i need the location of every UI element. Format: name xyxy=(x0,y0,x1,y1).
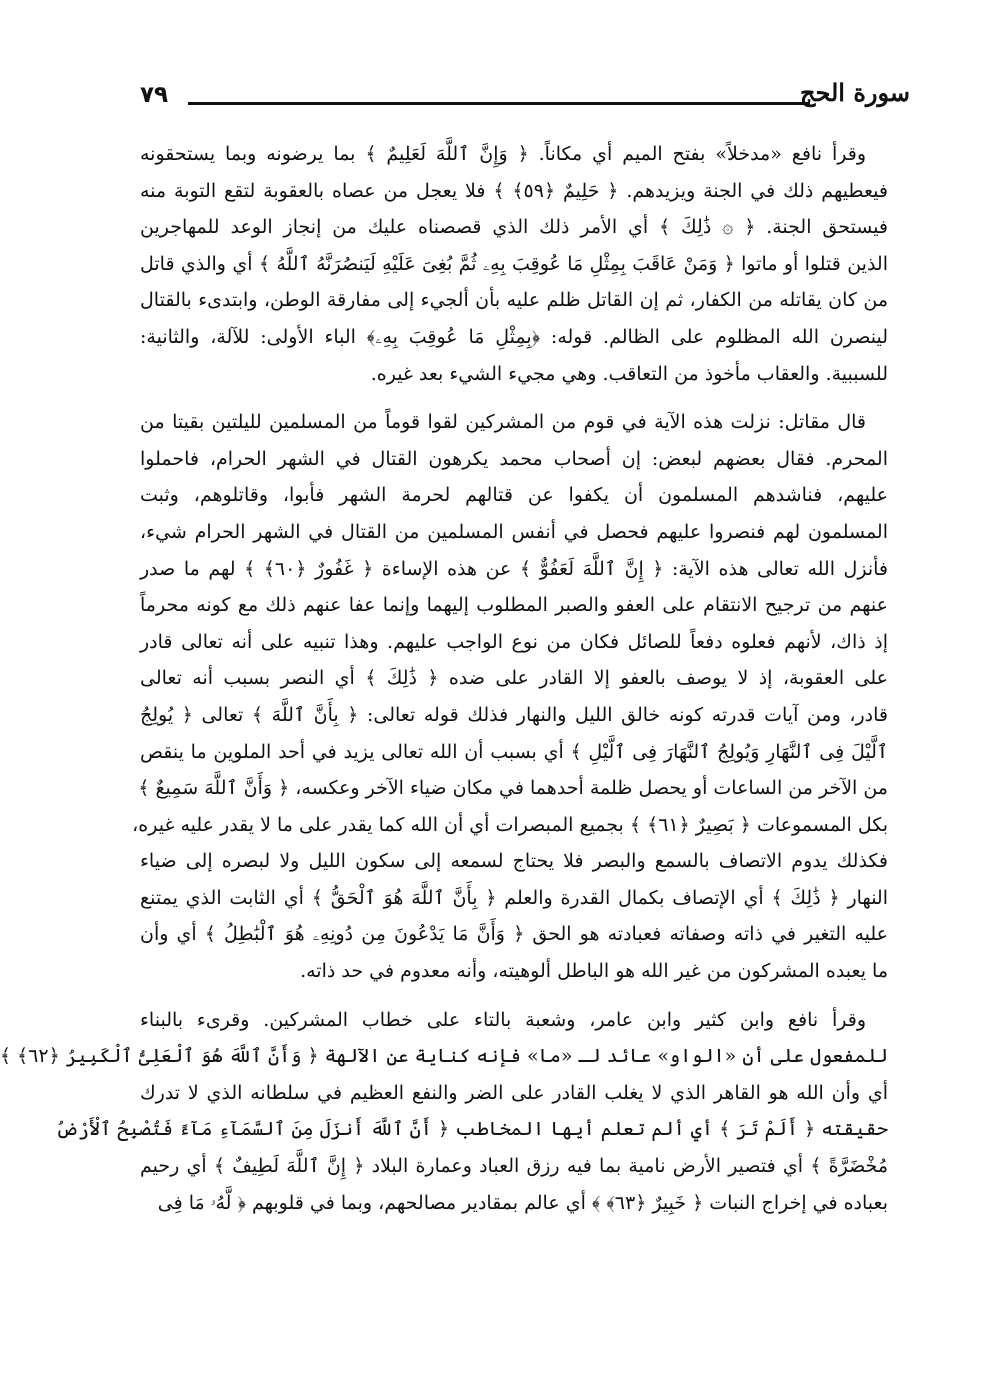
text-line: فيستحق الجنة. ﴿ ۞ ذَٰلِكَ ﴾ أي الأمر ذلك الذي قصصناه عليك من إنجاز الوعد للمهاجرين xyxy=(140,216,888,239)
text-line: قادر، ومن آيات قدرته كونه خالق الليل والنهار فذلك قوله تعالى: ﴿ بِأَنَّ ٱللَّهَ ﴾ تعالى ﴿ يُولِجُ xyxy=(140,703,888,726)
header-rule xyxy=(188,102,810,105)
surah-title: سورة الحج xyxy=(800,78,910,107)
text-line: بعباده في إخراج النبات ﴿ خَبِيرٌ ﴿٦٣﴾ ﴾ أي عالم بمقادير مصالحهم، وبما في قلوبهم ﴿ لَّهُۥ مَا فِى xyxy=(157,1191,888,1214)
text-line: للمفعول على أن «الواو» عائد لـ «ما» فإنه كناية عن الآلهة ﴿ وَأَنَّ ٱللَّهَ هُوَ ٱلْعَلِىُّ ٱلْكَبِيرُ ﴿٦٢﴾ ﴾ xyxy=(0,1045,888,1068)
paragraph xyxy=(132,404,910,990)
text-line: على العقوبة، إذ لا يوصف بالعفو إلا القادر على ضده ﴿ ذَٰلِكَ ﴾ أي النصر بسبب أنه تعالى xyxy=(140,667,888,690)
text-line: المسلمون لهم فنصروا عليهم فحصل في أنفس المسلمين من القتال في الشهر الحرام شيء، xyxy=(140,520,888,543)
text-line: وقرأ نافع وابن كثير وابن عامر، وشعبة بالتاء على خطاب المشركين. وقرىء بالبناء xyxy=(140,1008,866,1031)
page-body xyxy=(0,136,910,1221)
text-line: حقيقته ﴿ أَلَمْ تَرَ ﴾ أي ألم تعلم أيها المخاطب ﴿ أَنَّ ٱللَّهَ أَنزَلَ مِنَ ٱلسَّمَآءِ مَآءً فَتُصْبِحُ ٱلْأَرْضُ xyxy=(55,1118,888,1141)
text-line: ٱلَّيْلَ فِى ٱلنَّهَارِ وَيُولِجُ ٱلنَّهَارَ فِى ٱلَّيْلِ ﴾ أي بسبب أن الله تعالى يزيد في أحد الملوين ما ينقص xyxy=(140,740,888,763)
paragraph xyxy=(140,136,910,392)
text-line: عنهم من ترجيح الانتقام على العفو والصبر المطلوب إليهما وإنما عفا عنهم ذلك مع كونه محرماً xyxy=(140,594,888,617)
text-line: الذين قتلوا أو ماتوا ﴿ وَمَنْ عَاقَبَ بِمِثْلِ مَا عُوقِبَ بِهِۦ ثُمَّ بُغِىَ عَلَيْهِ لَيَنصُرَنَّهُ ٱللَّهُ ﴾ أي والذي قاتل xyxy=(140,252,888,275)
page-header xyxy=(140,78,910,118)
text-line: فيعطيهم ذلك في الجنة ويزيدهم. ﴿ حَلِيمٌ ﴿٥٩﴾ ﴾ فلا يعجل من عصاه بالعقوبة لتقع التوبة منه xyxy=(140,179,889,202)
page-number: ٧٩ xyxy=(140,82,169,108)
text-line: فأنزل الله تعالى هذه الآية: ﴿ إِنَّ ٱللَّهَ لَعَفُوٌّ ﴾ عن هذه الإساءة ﴿ غَفُورٌ ﴿٦٠﴾ ﴾ لهم ما صدر xyxy=(140,557,888,580)
text-line: بكل المسموعات ﴿ بَصِيرٌ ﴿٦١﴾ ﴾ بجميع المبصرات أي أن الله كما يقدر على ما لا يقدر عليه غيره، xyxy=(132,813,888,836)
paragraph xyxy=(0,1002,910,1222)
text-line: المحرم. فقال بعضهم لبعض: إن أصحاب محمد يكرهون القتال في الشهر الحرام، فاحملوا xyxy=(140,447,888,470)
text-line: أي وأن الله هو القاهر الذي لا يغلب القادر على الضر والنفع العظيم في سلطانه الذي لا تدرك xyxy=(140,1081,888,1104)
text-line: مُخْضَرَّةً ﴾ أي فتصير الأرض نامية بما فيه رزق العباد وعمارة البلاد ﴿ إِنَّ ٱللَّهَ لَطِيفٌ ﴾ أي رحيم xyxy=(140,1155,888,1178)
text-line: فكذلك يدوم الاتصاف بالسمع والبصر فلا يحتاج لسمعه إلى سكون الليل ولا لبصره إلى ضياء xyxy=(140,850,888,873)
text-line: النهار ﴿ ذَٰلِكَ ﴾ أي الإتصاف بكمال القدرة والعلم ﴿ بِأَنَّ ٱللَّهَ هُوَ ٱلْحَقُّ ﴾ أي الثابت الذي يمتنع xyxy=(140,886,888,909)
text-line: عليه التغير في ذاته وصفاته فعبادته هو الحق ﴿ وَأَنَّ مَا يَدْعُونَ مِن دُونِهِۦ هُوَ ٱلْبَٰطِلُ ﴾ أي وأن xyxy=(140,923,888,946)
text-line: للسببية. والعقاب مأخوذ من التعاقب. وهي مجيء الشيء بعد غيره. xyxy=(370,362,888,385)
text-line: وقرأ نافع «مدخلاً» بفتح الميم أي مكاناً. ﴿ وَإِنَّ ٱللَّهَ لَعَلِيمٌ ﴾ بما يرضونه وبما يستحقونه xyxy=(140,143,866,165)
text-line: من كان يقاتله من الكفار، ثم إن القاتل ظلم عليه بأن ألجيء إلى مفارقة الوطن، وابتدىء بالقتال xyxy=(140,289,888,312)
text-line: قال مقاتل: نزلت هذه الآية في قوم من المشركين لقوا قوماً من المسلمين لليلتين بقيتا من xyxy=(140,411,866,434)
text-line: من الآخر من الساعات أو يحصل ظلمة أحدهما في مكان ضياء الآخر وعكسه، ﴿ وَأَنَّ ٱللَّهَ سَمِيعٌ ﴾ xyxy=(138,777,888,800)
text-line: إذ ذاك، لأنهم فعلوه دفعاً للصائل فكان من نوع الواجب عليهم. وهذا تنبيه على أنه تعالى قادر xyxy=(140,630,888,653)
text-line: ما يعبده المشركون من غير الله هو الباطل ألوهيته، وأنه معدوم في حد ذاته. xyxy=(300,960,888,983)
text-line: عليهم، فناشدهم المسلمون أن يكفوا عن قتالهم لحرمة الشهر فأبوا، وقاتلوهم، وثبت xyxy=(140,484,888,507)
text-line: لينصرن الله المظلوم على الظالم. قوله: ﴿بِمِثْلِ مَا عُوقِبَ بِهِۦ﴾ الباء الأولى: للآلة، والثانية: xyxy=(140,325,888,348)
